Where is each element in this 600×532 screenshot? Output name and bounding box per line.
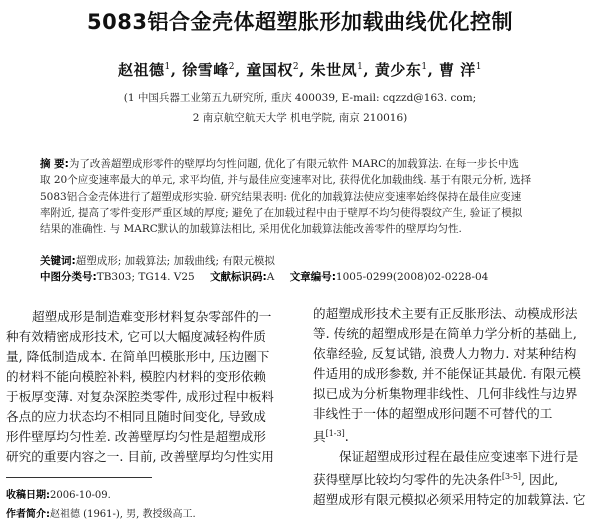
body-line: 依靠经验, 反复试错, 浪费人力物力. 对某种结构 [313, 346, 577, 361]
body-line: 的材料不能向模腔补料, 模腔内材料的变形依赖 [6, 369, 266, 384]
author-name: 童国权 [246, 61, 293, 79]
body-text: . [344, 429, 349, 445]
body-line: 种有效精密成形技术, 它可以大幅度减轻构件质 [6, 329, 266, 344]
abstract-line: 结果的准确性. 与 MARC默认的加载算法相比, 采用优化加载算法能改善零件的壁厚均匀性. [40, 223, 462, 236]
author-list: 赵祖德$^1$, 徐雪峰$^2$, 童国权$^2$, 朱世凤$^1$, 黄少东$^1$, 曹 洋$^1$ [118, 61, 482, 79]
body-line [313, 424, 597, 447]
abstract-text: 为了改善超塑成形零件的壁厚均匀性问题, 优化了有限元软件 MARC的加载算法. 在每一步长中选 [68, 158, 519, 170]
doc-code-label: 文献标识码: [210, 271, 267, 283]
author-bio-value: 赵祖德 (1961-), 男, 教授级高工. [50, 509, 196, 520]
article-number-value: 1005-0299(2008)02-0228-04 [335, 271, 489, 283]
article-number-label: 文章编号: [289, 271, 336, 283]
body-column-right [313, 304, 597, 510]
clc-label: 中图分类号: [40, 271, 97, 283]
body-line: 研究的重要内容之一. 目前, 改善壁厚均匀性实用 [6, 449, 274, 464]
abstract-line: 5083铝合金壳体进行了超塑成形实验. 研究结果表明: 优化的加载算法使应变速率始终保持在最佳应变速 [40, 190, 522, 203]
affiliation-line-2: 2 南京航空航天大学 机电学院, 南京 210016) [192, 112, 408, 124]
body-line: 形件壁厚均匀性差. 改善壁厚均匀性是超塑成形 [6, 429, 266, 444]
body-line: 于板厚变薄. 对复杂深腔类零件, 成形过程中板料 [6, 389, 274, 404]
body-line: 各点的应力状态均不相同且随时间变化, 导致成 [6, 409, 266, 424]
body-line: 量, 降低制造成本. 在简单凹模胀形中, 压边圈下 [6, 349, 270, 364]
citation: [3-5] [501, 472, 522, 482]
body-column-left [6, 307, 290, 467]
body-line: 超塑成形有限元模拟必须采用特定的加载算法. 它 [313, 492, 586, 508]
author-affiliation-mark: 1 [164, 62, 171, 72]
abstract-line: 取 20个应变速率最大的单元, 求平均值, 并与最佳应变速率对比, 获得优化加载曲线. 基于有限元分析, 选择 [40, 174, 532, 187]
body-line: 的超塑成形技术主要有正反胀形法、动模成形法 [313, 306, 578, 321]
author-affiliation-mark: 2 [292, 62, 300, 72]
footnote-divider [6, 477, 152, 478]
body-text: , 因此, [521, 472, 559, 488]
doc-code-value: A [266, 271, 275, 283]
clc-value: TB303; TG14. V25 [96, 271, 195, 283]
body-text: 具 [313, 429, 326, 445]
author-bio-label: 作者简介: [6, 509, 50, 520]
body-line: 保证超塑成形过程在最佳应变速率下进行是 [339, 449, 579, 465]
body-line: 等. 传统的超塑成形是在简单力学分析的基础上, [313, 326, 577, 341]
affiliation-line-1: (1 中国兵器工业第五九研究所, 重庆 400039, E-mail: cqzzd@163. com; [123, 92, 477, 104]
classification-line [40, 269, 580, 284]
author-affiliation-mark: 1 [475, 62, 482, 72]
body-line: 拟已成为分析集物理非线性、几何非线性与边界 [313, 386, 578, 401]
author-name: 朱世凤 [310, 61, 358, 79]
paper-title: 5083铝合金壳体超塑胀形加载曲线优化控制 [87, 10, 513, 34]
footnote-author [6, 505, 196, 520]
body-line: 非线性于一体的超塑成形问题不可替代的工 [313, 406, 553, 421]
body-line: 超塑成形是制造难变形材料复杂零部件的一 [32, 309, 272, 324]
keywords-label: 关键词: [40, 255, 76, 267]
author-name: 曹 洋 [439, 61, 476, 79]
received-label: 收稿日期: [6, 490, 50, 501]
footnote-received [6, 486, 111, 501]
author-affiliation-mark: 1 [357, 62, 364, 72]
author-affiliation-mark: 2 [228, 62, 235, 72]
received-value: 2006-10-09. [50, 490, 111, 501]
abstract-line [40, 156, 570, 172]
author-name: 赵祖德 [118, 61, 165, 79]
body-line [313, 467, 597, 490]
abstract-line: 率附近, 提高了零件变形严重区域的厚度; 避免了在加载过程中由于壁厚不均匀使得裂纹产生, 验证了模拟 [40, 206, 523, 219]
keywords-text: 超塑成形; 加载算法; 加载曲线; 有限元模拟 [75, 255, 275, 267]
author-affiliation-mark: 1 [421, 62, 428, 72]
abstract-label: 摘 要: [40, 158, 69, 170]
citation: [1-3] [325, 429, 345, 438]
keywords-line [40, 253, 570, 268]
author-name: 黄少东 [374, 61, 422, 79]
author-name: 徐雪峰 [182, 61, 229, 79]
body-text: 获得壁厚比较均匀零件的先决条件 [313, 472, 502, 488]
body-line: 件适用的成形参数, 并不能保证其最优. 有限元模 [313, 366, 581, 381]
abstract-block [40, 156, 570, 237]
